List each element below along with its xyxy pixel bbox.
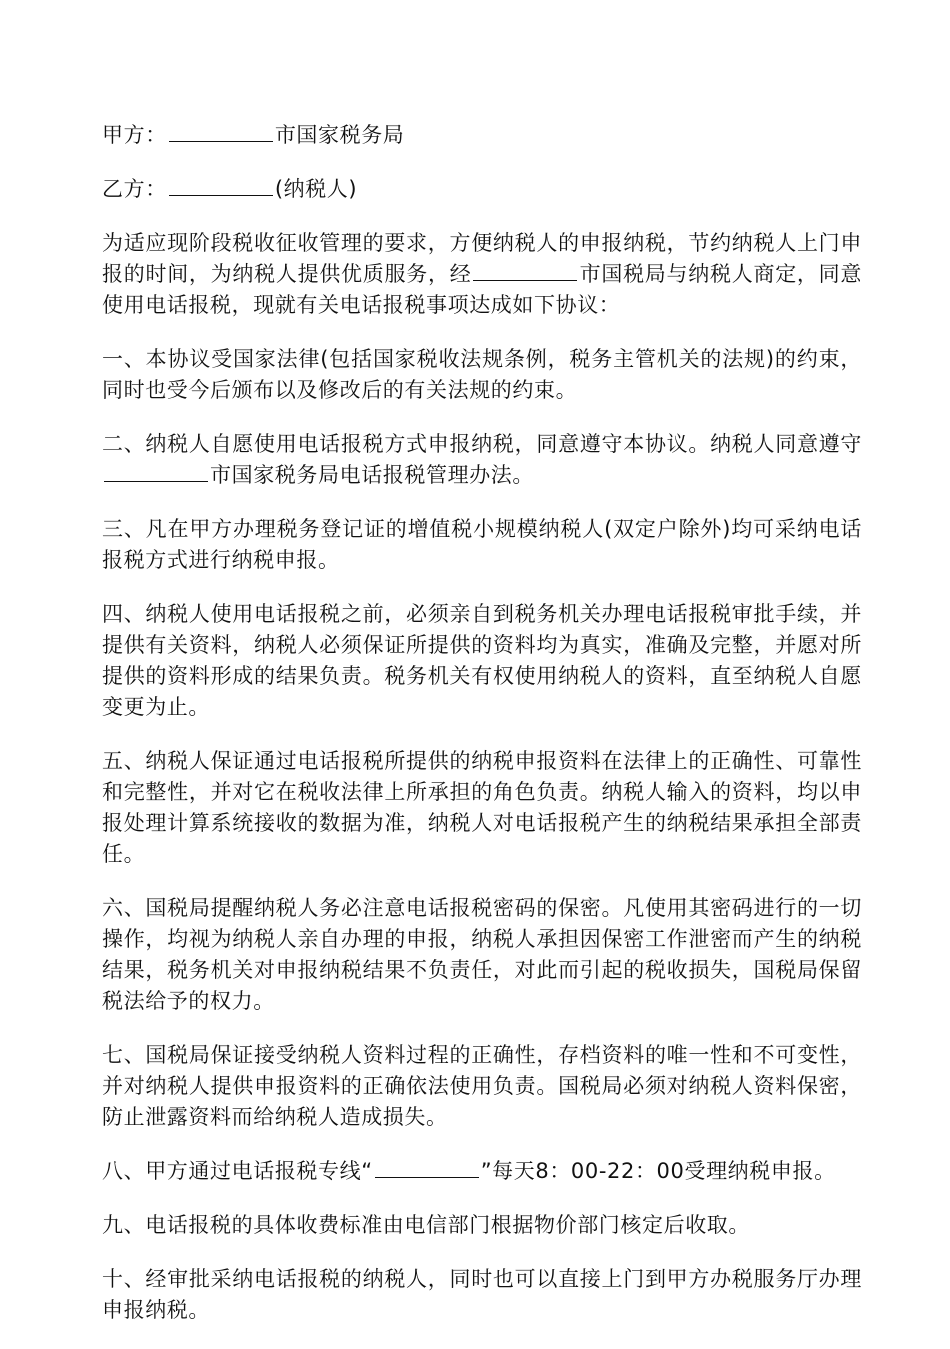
intro-text-1: 为适应现阶段税收征收管理的要求，方便纳税人的申报纳税，节约纳税人上门申报的时间，为纳税人提供优质服务，经 bbox=[102, 231, 862, 286]
clause-8-blank bbox=[375, 1157, 479, 1178]
clause-5: 五、纳税人保证通过电话报税所提供的纳税申报资料在法律上的正确性、可靠性和完整性，并对它在税收法律上所承担的角色负责。纳税人输入的资料，均以申报处理计算系统接收的数据为准，纳税人对电话报税产生的纳税结果承担全部责任。 bbox=[102, 749, 862, 866]
clause-9: 九、电话报税的具体收费标准由电信部门根据物价部门核定后收取。 bbox=[102, 1213, 750, 1237]
clause-2-blank bbox=[104, 461, 208, 482]
clause-6: 六、国税局提醒纳税人务必注意电话报税密码的保密。凡使用其密码进行的一切操作，均视为纳税人亲自办理的申报，纳税人承担因保密工作泄密而产生的纳税结果，税务机关对申报纳税结果不负责任，对此而引起的税收损失，国税局保留税法给予的权力。 bbox=[102, 896, 862, 1013]
clause-2 bbox=[102, 429, 862, 491]
clause-8-text-2: ”每天8：00-22：00受理纳税申报。 bbox=[480, 1159, 836, 1183]
party-a-label: 甲方： bbox=[102, 123, 167, 147]
party-a-suffix: 市国家税务局 bbox=[274, 123, 405, 147]
party-a-blank bbox=[169, 121, 273, 142]
clause-2-text-2: 市国家税务局电话报税管理办法。 bbox=[210, 463, 534, 487]
clause-1: 一、本协议受国家法律(包括国家税收法规条例，税务主管机关的法规)的约束，同时也受今后颁布以及修改后的有关法规的约束。 bbox=[102, 347, 862, 402]
party-a-line bbox=[102, 120, 862, 151]
party-b-label: 乙方： bbox=[102, 177, 167, 201]
document-page bbox=[102, 120, 862, 1349]
intro-paragraph bbox=[102, 228, 862, 321]
intro-blank bbox=[473, 260, 577, 281]
clause-3: 三、凡在甲方办理税务登记证的增值税小规模纳税人(双定户除外)均可采纳电话报税方式进行纳税申报。 bbox=[102, 517, 862, 572]
clause-10: 十、经审批采纳电话报税的纳税人，同时也可以直接上门到甲方办税服务厅办理申报纳税。 bbox=[102, 1267, 862, 1322]
clause-8 bbox=[102, 1156, 862, 1187]
party-b-line bbox=[102, 174, 862, 205]
party-b-blank bbox=[169, 175, 273, 196]
clause-4: 四、纳税人使用电话报税之前，必须亲自到税务机关办理电话报税审批手续，并提供有关资料，纳税人必须保证所提供的资料均为真实，准确及完整，并愿对所提供的资料形成的结果负责。税务机关有权使用纳税人的资料，直至纳税人自愿变更为止。 bbox=[102, 602, 862, 719]
intro-text-2: 市国税局与纳税人商定，同意使用电话报税，现就有关电话报税事项达成如下协议： bbox=[102, 262, 862, 317]
clause-8-text-1: 八、甲方通过电话报税专线“ bbox=[102, 1159, 373, 1183]
party-b-suffix: (纳税人) bbox=[274, 177, 358, 201]
clause-7: 七、国税局保证接受纳税人资料过程的正确性，存档资料的唯一性和不可变性，并对纳税人提供申报资料的正确依法使用负责。国税局必须对纳税人资料保密，防止泄露资料而给纳税人造成损失。 bbox=[102, 1043, 862, 1129]
clause-2-text-1: 二、纳税人自愿使用电话报税方式申报纳税，同意遵守本协议。纳税人同意遵守 bbox=[102, 432, 862, 456]
